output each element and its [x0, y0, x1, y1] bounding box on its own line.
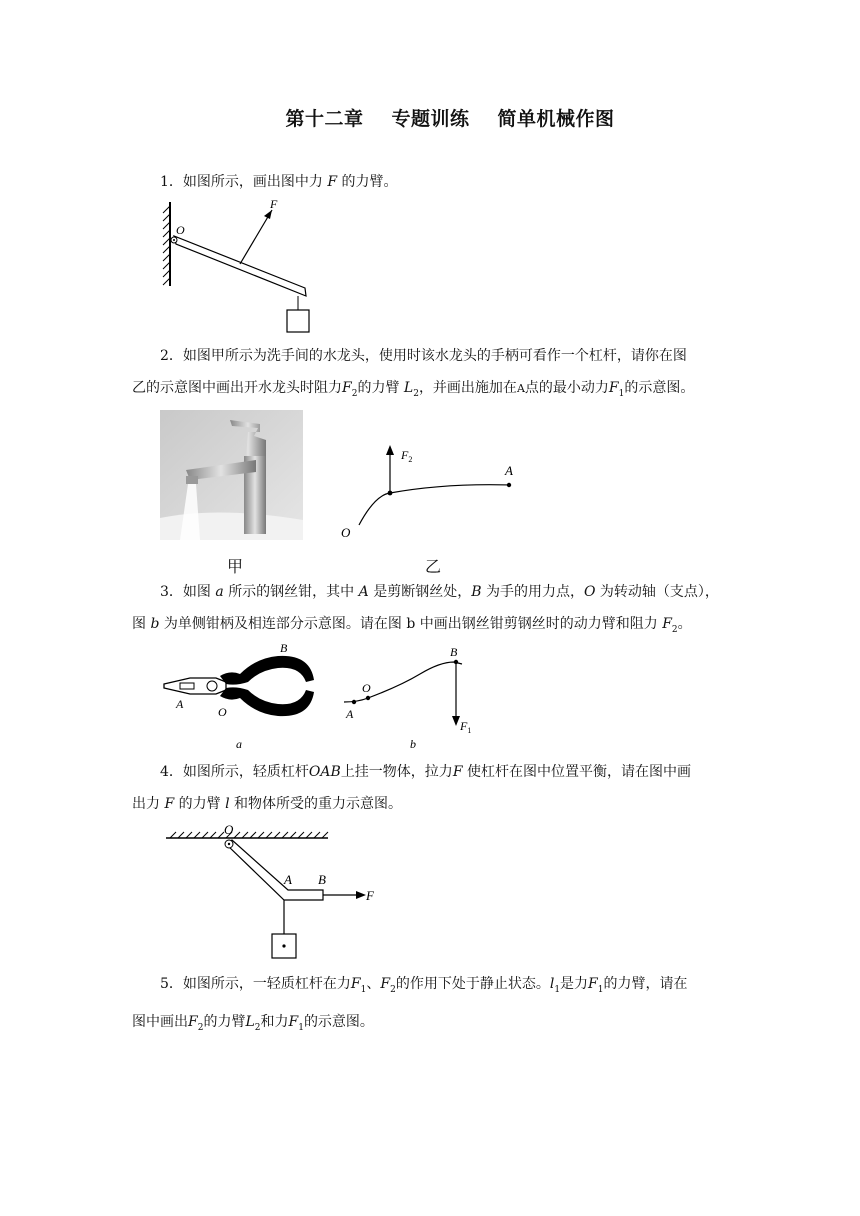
q4-lever-diagram — [160, 820, 390, 970]
label-F2: $F_2$ — [401, 448, 413, 464]
label-O: O — [224, 822, 234, 837]
label-O: O — [341, 525, 351, 540]
question-3-text: 3．如图 a 所示的钢丝钳，其中 A 是剪断钢丝处，B 为手的用力点，O 为转动轴（支点）， 图 b 为单侧钳柄及相连部分示意图。请在图 b 中画出钢丝钳剪钢丝时的动力臂和阻力 $F_2$。 — [132, 584, 719, 635]
label-A: A — [505, 463, 513, 478]
label-B: B — [280, 641, 288, 655]
caption-jia: 甲 — [227, 557, 244, 576]
q1-lever-diagram — [160, 196, 320, 336]
label-B: B — [318, 872, 326, 887]
label-F: F — [366, 888, 374, 903]
label-B: B — [450, 645, 458, 659]
label-A: A — [346, 707, 354, 721]
question-2-text: 2．如图甲所示为洗手间的水龙头，使用时该水龙头的手柄可看作一个杠杆，请你在图 乙的示意图中画出开水龙头时阻力$F_2$的力臂 $L_2$，并画出施加在A点的最小动力$F_1$的示意图。 — [132, 348, 695, 399]
q3-pliers-diagram-a — [160, 640, 330, 755]
label-O: O — [362, 681, 371, 695]
label-O: O — [176, 223, 185, 237]
caption-yi: 乙 — [425, 557, 442, 576]
caption-b: b — [410, 737, 416, 751]
page-title: 第十二章 专题训练 简单机械作图 — [285, 108, 615, 130]
question-5-text: 5．如图所示，一轻质杠杆在力$F_1$、$F_2$的作用下处于静止状态。$l_1$是力$F_1$的力臂，请在 图中画出$F_2$的力臂$L_2$和力$F_1$的示意图。 — [132, 976, 688, 1033]
label-A: A — [284, 872, 292, 887]
question-1-text: 1．如图所示，画出图中力 F 的力臂。 — [160, 174, 398, 190]
faucet-photo — [160, 410, 303, 540]
q2-lever-diagram — [335, 445, 535, 545]
label-O: O — [218, 705, 227, 719]
caption-a: a — [236, 737, 242, 751]
label-F: F — [270, 197, 278, 211]
question-4-text: 4．如图所示，轻质杠杆OAB上挂一物体，拉力F 使杠杆在图中位置平衡，请在图中画 出力 F 的力臂 l 和物体所受的重力示意图。 — [132, 764, 691, 812]
q3-lever-diagram-b — [340, 640, 500, 755]
label-A: A — [176, 697, 184, 711]
label-F1: $F_1$ — [460, 719, 472, 735]
